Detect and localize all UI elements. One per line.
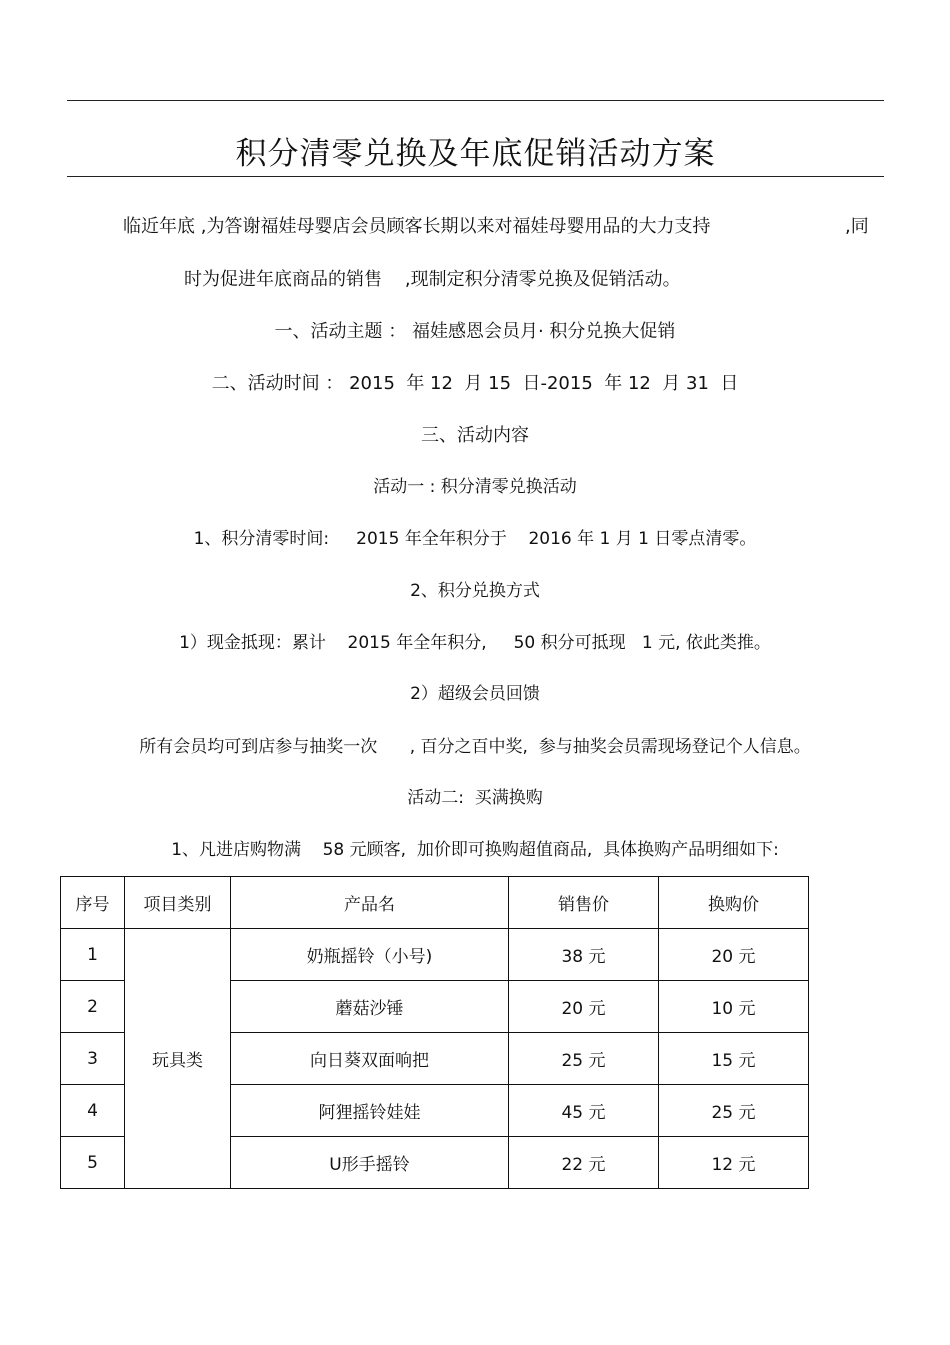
activity-2-item-1: 1、凡进店购物满 58 元顾客, 加价即可换购超值商品, 具体换购产品明细如下: — [171, 840, 779, 860]
cell-exchange-price: 10 元 — [659, 981, 809, 1033]
cell-product-name: 蘑菇沙锤 — [231, 981, 509, 1033]
cell-sale-price: 25 元 — [509, 1033, 659, 1085]
activity-1-item-2-2: 2）超级会员回馈 — [410, 684, 540, 704]
header-exchange-price: 换购价 — [659, 877, 809, 929]
cell-exchange-price: 20 元 — [659, 929, 809, 981]
cell-exchange-price: 15 元 — [659, 1033, 809, 1085]
activity-1-item-1: 1、积分清零时间: 2015 年全年积分于 2016 年 1 月 1 日零点清零。 — [193, 529, 757, 549]
section-time: 二、活动时间 ： 2015 年 12 月 15 日-2015 年 12 月 31 日 — [211, 373, 739, 394]
cell-no: 4 — [61, 1085, 125, 1137]
cell-no: 3 — [61, 1033, 125, 1085]
cell-product-name: 向日葵双面响把 — [231, 1033, 509, 1085]
section-content: 三、活动内容 — [421, 425, 529, 446]
cell-exchange-price: 25 元 — [659, 1085, 809, 1137]
exchange-product-table — [60, 876, 809, 1189]
intro-line-2: 时为促进年底商品的销售 ,现制定积分清零兑换及促销活动。 — [184, 269, 681, 290]
cell-sale-price: 45 元 — [509, 1085, 659, 1137]
cell-sale-price: 22 元 — [509, 1137, 659, 1189]
cell-product-name: 阿狸摇铃娃娃 — [231, 1085, 509, 1137]
activity-1-item-2-1: 1）现金抵现：累计 2015 年全年积分, 50 积分可抵现 1 元, 依此类推。 — [179, 633, 771, 653]
cell-sale-price: 38 元 — [509, 929, 659, 981]
section-theme: 一、活动主题 ： 福娃感恩会员月· 积分兑换大促销 — [274, 321, 676, 342]
header-sale-price: 销售价 — [509, 877, 659, 929]
page-title: 积分清零兑换及年底促销活动方案 — [235, 136, 716, 172]
activity-1-item-2-2-desc: 所有会员均可到店参与抽奖一次 , 百分之百中奖, 参与抽奖会员需现场登记个人信息。 — [139, 737, 811, 757]
cell-sale-price: 20 元 — [509, 981, 659, 1033]
top-rule — [67, 100, 884, 101]
header-no: 序号 — [61, 877, 125, 929]
cell-exchange-price: 12 元 — [659, 1137, 809, 1189]
table-header-row — [61, 877, 809, 929]
activity-1-title: 活动一 : 积分清零兑换活动 — [373, 477, 577, 497]
cell-no: 1 — [61, 929, 125, 981]
cell-product-name: 奶瓶摇铃（小号) — [231, 929, 509, 981]
intro-line-1: 临近年底 ,为答谢福娃母婴店会员顾客长期以来对福娃母婴用品的大力支持 — [123, 216, 711, 237]
intro-line-1-end: ,同 — [845, 216, 869, 237]
header-product-name: 产品名 — [231, 877, 509, 929]
activity-1-item-2: 2、积分兑换方式 — [410, 581, 540, 601]
title-underline — [67, 176, 884, 177]
cell-product-name: U形手摇铃 — [231, 1137, 509, 1189]
cell-no: 5 — [61, 1137, 125, 1189]
cell-category: 玩具类 — [125, 929, 231, 1189]
cell-no: 2 — [61, 981, 125, 1033]
activity-2-title: 活动二: 买满换购 — [407, 788, 543, 808]
table-row — [61, 929, 809, 981]
header-category: 项目类别 — [125, 877, 231, 929]
